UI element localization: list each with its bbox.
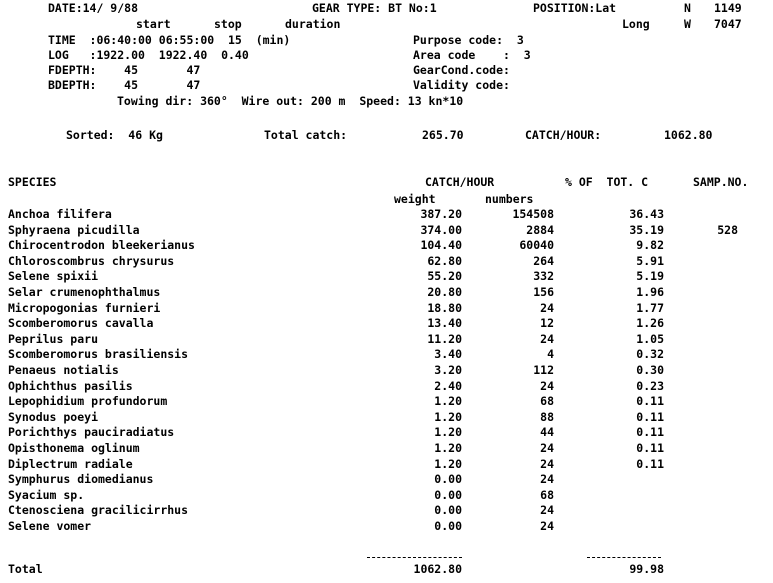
species-name: Penaeus notialis xyxy=(8,363,119,377)
catch-numbers: 4 xyxy=(547,347,554,361)
species-name: Selar crumenophthalmus xyxy=(8,285,161,299)
catch-weight: 1.20 xyxy=(434,410,462,424)
catch-weight: 0.00 xyxy=(434,472,462,486)
fdepth-line: FDEPTH: 45 47 xyxy=(48,63,201,77)
catch-numbers: 88 xyxy=(540,410,554,424)
species-name: Opisthonema oglinum xyxy=(8,441,140,455)
catch-numbers: 154508 xyxy=(512,207,554,221)
lat-hemisphere: N xyxy=(684,1,691,15)
species-name: Porichthys pauciradiatus xyxy=(8,425,175,439)
catch-numbers: 68 xyxy=(540,488,554,502)
species-name: Sphyraena picudilla xyxy=(8,223,140,237)
catch-numbers: 24 xyxy=(540,457,554,471)
species-name: Diplectrum radiale xyxy=(8,457,133,471)
total-catch-value: 265.70 xyxy=(422,128,464,142)
catch-numbers: 24 xyxy=(540,503,554,517)
species-name: Chirocentrodon bleekerianus xyxy=(8,238,195,252)
catch-numbers: 156 xyxy=(533,285,554,299)
gearcond-code: GearCond.code: xyxy=(413,63,510,77)
species-name: Anchoa filifera xyxy=(8,207,112,221)
sorted-weight: Sorted: 46 Kg xyxy=(66,128,163,142)
date-field: DATE:14/ 9/88 xyxy=(48,1,139,15)
species-name: Selene spixii xyxy=(8,269,99,283)
catch-weight: 1.20 xyxy=(434,425,462,439)
pct-of-total: 1.05 xyxy=(636,332,664,346)
species-name: Selene vomer xyxy=(8,519,92,533)
catch-numbers: 332 xyxy=(533,269,554,283)
area-code: Area code : 3 xyxy=(413,48,531,62)
lat-value: 1149 xyxy=(714,1,742,15)
catch-weight: 1.20 xyxy=(434,457,462,471)
long-label: Long xyxy=(622,17,650,31)
catch-weight: 0.00 xyxy=(434,519,462,533)
catch-weight: 18.80 xyxy=(427,301,462,315)
catch-numbers: 2884 xyxy=(526,223,554,237)
species-name: Micropogonias furnieri xyxy=(8,301,161,315)
catch-weight: 11.20 xyxy=(427,332,462,346)
catch-numbers: 112 xyxy=(533,363,554,377)
sample-number: 528 xyxy=(717,223,738,237)
pct-total-header: % OF TOT. C xyxy=(565,175,649,189)
pct-of-total: 9.82 xyxy=(636,238,664,252)
catch-numbers: 60040 xyxy=(519,238,554,252)
species-name: Scomberomorus brasiliensis xyxy=(8,347,189,361)
log-line: LOG :1922.00 1922.40 0.40 xyxy=(48,48,249,62)
catch-numbers: 44 xyxy=(540,425,554,439)
samp-no-header: SAMP.NO. xyxy=(693,175,749,189)
pct-of-total: 0.11 xyxy=(636,425,664,439)
towing-line: Towing dir: 360° Wire out: 200 m Speed: 13 kn*10 xyxy=(117,94,464,108)
catch-numbers: 68 xyxy=(540,394,554,408)
catch-weight: 3.40 xyxy=(434,347,462,361)
catch-weight: 2.40 xyxy=(434,379,462,393)
catch-numbers: 24 xyxy=(540,301,554,315)
pct-of-total: 5.19 xyxy=(636,269,664,283)
species-name: Chloroscombrus chrysurus xyxy=(8,254,175,268)
numbers-header: numbers xyxy=(485,192,534,206)
position-label: POSITION:Lat xyxy=(533,1,617,15)
species-name: Symphurus diomedianus xyxy=(8,472,154,486)
pct-sum-rule xyxy=(587,557,661,558)
pct-of-total: 36.43 xyxy=(629,207,664,221)
long-hemisphere: W xyxy=(684,17,691,31)
total-weight: 1062.80 xyxy=(413,562,462,576)
pct-of-total: 0.32 xyxy=(636,347,664,361)
catch-numbers: 264 xyxy=(533,254,554,268)
catch-weight: 374.00 xyxy=(420,223,462,237)
col-start-label: start xyxy=(136,17,171,31)
species-name: Lepophidium profundorum xyxy=(8,394,168,408)
total-catch-label: Total catch: xyxy=(264,128,348,142)
pct-of-total: 1.26 xyxy=(636,316,664,330)
time-line: TIME :06:40:00 06:55:00 15 (min) xyxy=(48,33,291,47)
pct-of-total: 0.11 xyxy=(636,410,664,424)
pct-of-total: 0.30 xyxy=(636,363,664,377)
catch-weight: 1.20 xyxy=(434,394,462,408)
col-stop-label: stop xyxy=(214,17,242,31)
long-value: 7047 xyxy=(714,17,742,31)
species-name: Scomberomorus cavalla xyxy=(8,316,154,330)
catch-weight: 20.80 xyxy=(427,285,462,299)
species-header: SPECIES xyxy=(8,175,57,189)
catch-numbers: 24 xyxy=(540,332,554,346)
col-duration-label: duration xyxy=(285,17,341,31)
pct-of-total: 35.19 xyxy=(629,223,664,237)
catch-hour-header: CATCH/HOUR xyxy=(425,175,495,189)
catch-numbers: 24 xyxy=(540,441,554,455)
species-name: Syacium sp. xyxy=(8,488,85,502)
catch-weight: 0.00 xyxy=(434,503,462,517)
pct-of-total: 0.11 xyxy=(636,394,664,408)
catch-hour-value: 1062.80 xyxy=(664,128,713,142)
catch-weight: 0.00 xyxy=(434,488,462,502)
pct-of-total: 0.11 xyxy=(636,441,664,455)
pct-of-total: 5.91 xyxy=(636,254,664,268)
pct-of-total: 1.96 xyxy=(636,285,664,299)
species-name: Synodus poeyi xyxy=(8,410,99,424)
species-name: Ophichthus pasilis xyxy=(8,379,133,393)
total-pct: 99.98 xyxy=(629,562,664,576)
catch-hour-label: CATCH/HOUR: xyxy=(525,128,602,142)
purpose-code: Purpose code: 3 xyxy=(413,33,524,47)
catch-weight: 104.40 xyxy=(420,238,462,252)
catch-numbers: 12 xyxy=(540,316,554,330)
catch-weight: 13.40 xyxy=(427,316,462,330)
bdepth-line: BDEPTH: 45 47 xyxy=(48,78,201,92)
total-label: Total xyxy=(8,562,43,576)
pct-of-total: 0.11 xyxy=(636,457,664,471)
pct-of-total: 0.23 xyxy=(636,379,664,393)
catch-weight: 55.20 xyxy=(427,269,462,283)
weight-sum-rule xyxy=(367,557,462,558)
species-name: Peprilus paru xyxy=(8,332,99,346)
pct-of-total: 1.77 xyxy=(636,301,664,315)
catch-numbers: 24 xyxy=(540,379,554,393)
species-name: Ctenosciena gracilicirrhus xyxy=(8,503,189,517)
catch-numbers: 24 xyxy=(540,519,554,533)
weight-header: weight xyxy=(394,192,436,206)
catch-weight: 1.20 xyxy=(434,441,462,455)
validity-code: Validity code: xyxy=(413,78,510,92)
catch-numbers: 24 xyxy=(540,472,554,486)
catch-weight: 62.80 xyxy=(427,254,462,268)
catch-weight: 3.20 xyxy=(434,363,462,377)
catch-weight: 387.20 xyxy=(420,207,462,221)
gear-type-field: GEAR TYPE: BT No:1 xyxy=(312,1,437,15)
